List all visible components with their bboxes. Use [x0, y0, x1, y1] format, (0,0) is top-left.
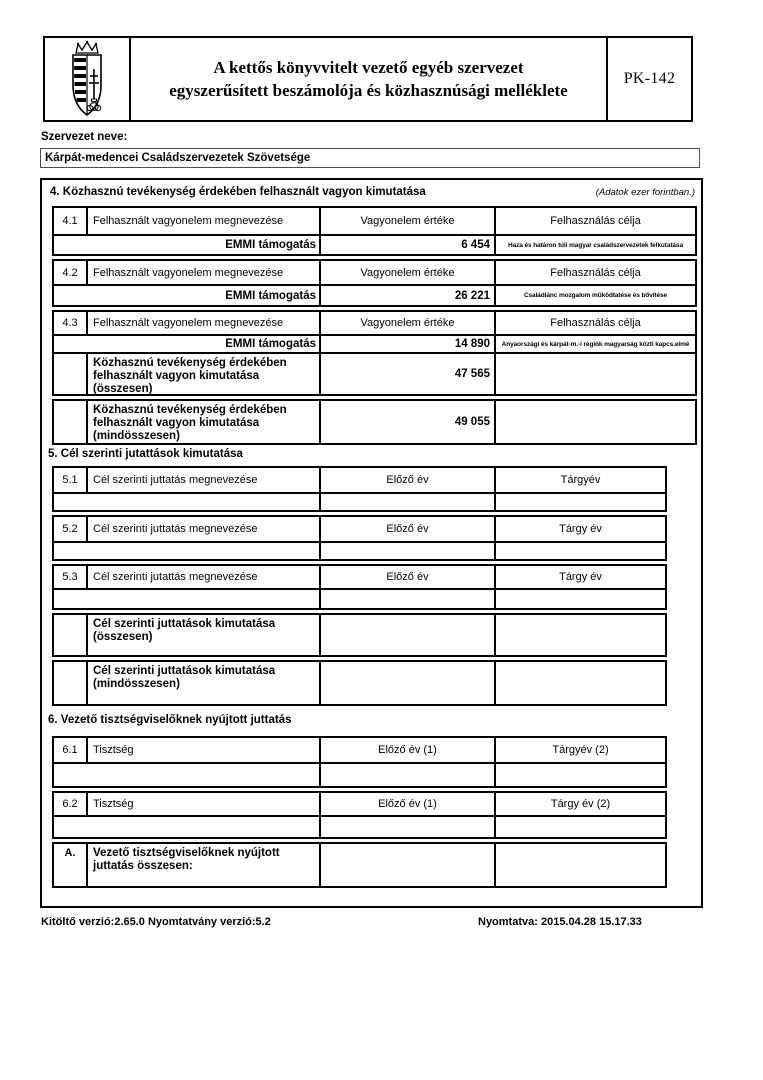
column-header-current-year: Tárgy év [494, 566, 665, 588]
table-row [52, 234, 697, 256]
asset-value-cell: 26 221 [319, 286, 494, 305]
current-year-cell [494, 590, 665, 608]
grant-name-cell [54, 494, 319, 510]
total-label-cell: Cél szerinti juttatások kimutatása (mindösszesen) [86, 662, 319, 704]
column-header-purpose: Felhasználás célja [494, 261, 695, 284]
table-row [52, 259, 697, 286]
total-label-cell: Cél szerinti juttatások kimutatása (összesen) [86, 615, 319, 655]
column-header-previous-year: Előző év [319, 566, 494, 588]
table-row [52, 206, 697, 236]
current-year-cell [494, 615, 665, 655]
section6-table [52, 736, 667, 891]
empty-cell [494, 401, 695, 443]
column-header-previous-year: Előző év [319, 517, 494, 541]
table-row [52, 660, 667, 706]
table-row [52, 762, 667, 788]
table-row [52, 736, 667, 764]
table-row [52, 399, 697, 445]
current-year-cell [494, 764, 665, 786]
row-number: 4.3 [62, 317, 78, 329]
section5-title: 5. Cél szerinti jutattások kimutatása [48, 448, 243, 460]
asset-purpose-cell: Haza és határon túli magyar családszervezetek felkutatása [494, 236, 695, 254]
row-number-empty [54, 615, 86, 655]
row-number: 5.2 [62, 523, 78, 535]
section5-group-52 [52, 515, 667, 561]
asset-value-cell: 6 454 [319, 236, 494, 254]
row-letter: A. [64, 847, 76, 859]
column-header-name: Felhasznált vagyonelem megnevezése [86, 312, 319, 334]
previous-year-cell [319, 662, 494, 704]
previous-year-cell [319, 764, 494, 786]
section4-group-41 [52, 206, 697, 256]
table-row [52, 564, 667, 590]
section4-title: 4. Közhasznú tevékenység érdekében felhasznált vagyon kimutatása [50, 186, 426, 198]
table-row [52, 588, 667, 610]
column-header-current-year: Tárgyév [494, 468, 665, 492]
section5-group-51 [52, 466, 667, 512]
section4-header-row [50, 186, 695, 198]
previous-year-cell [319, 494, 494, 510]
section6-group-62 [52, 791, 667, 839]
row-number: 4.2 [62, 266, 78, 279]
form-body [40, 178, 703, 908]
previous-year-cell [319, 590, 494, 608]
current-year-cell [494, 662, 665, 704]
row-number: 6.1 [62, 744, 78, 756]
table-row [52, 541, 667, 561]
column-header-name: Felhasznált vagyonelem megnevezése [86, 208, 319, 234]
column-header-name: Cél szerinti jutattás megnevezése [86, 566, 319, 588]
section4-group-42 [52, 259, 697, 307]
form-header [43, 36, 693, 122]
table-row [52, 334, 697, 354]
current-year-cell [494, 817, 665, 837]
row-number: 5.3 [62, 571, 78, 583]
row-number: 6.2 [62, 798, 78, 810]
form-title [131, 38, 606, 120]
section5-table [52, 466, 667, 709]
table-row [52, 284, 697, 307]
total-value-cell: 49 055 [319, 401, 494, 443]
asset-name-cell: EMMI támogatás [225, 338, 316, 350]
section5-total-group [52, 613, 667, 657]
coat-of-arms-cell [45, 38, 131, 120]
asset-purpose-cell: Családlánc mozgalom működtatése és bővítése [494, 286, 695, 305]
position-name-cell [54, 764, 319, 786]
table-row [52, 791, 667, 817]
column-header-current-year: Tárgyév (2) [494, 738, 665, 762]
table-row [52, 815, 667, 839]
asset-value-cell: 14 890 [319, 336, 494, 352]
total-label-cell: Közhasznú tevékenység érdekében felhasznált vagyon kimutatása (összesen) [86, 354, 319, 394]
form-title-line1: A kettős könyvvitelt vezető egyéb szervezet [213, 58, 524, 77]
column-header-previous-year: Előző év (1) [319, 793, 494, 815]
previous-year-cell [319, 615, 494, 655]
column-header-position: Tisztség [86, 793, 319, 815]
column-header-current-year: Tárgy év [494, 517, 665, 541]
column-header-previous-year: Előző év [319, 468, 494, 492]
table-row [52, 613, 667, 657]
current-year-cell [494, 494, 665, 510]
section6-title: 6. Vezető tisztségviselőknek nyújtott juttatás [48, 714, 292, 726]
asset-purpose-cell: Anyaországi és kárpát-m.-i régiók magyarság közti kapcs.elmé [494, 336, 695, 352]
column-header-name: Felhasznált vagyonelem megnevezése [86, 261, 319, 284]
previous-year-cell [319, 543, 494, 559]
row-number-empty [54, 401, 86, 443]
section4-unit-note: (Adatok ezer forintban.) [595, 187, 695, 198]
position-name-cell [54, 817, 319, 837]
organization-name-field: Kárpát-medencei Családszervezetek Szövetsége [40, 148, 700, 168]
column-header-previous-year: Előző év (1) [319, 738, 494, 762]
column-header-purpose: Felhasználás célja [494, 312, 695, 334]
section5-group-53 [52, 564, 667, 610]
software-version-text: Kitöltő verzió:2.65.0 Nyomtatvány verzió:5.2 [41, 916, 271, 928]
grant-name-cell [54, 543, 319, 559]
total-label-cell: Vezető tisztségviselőknek nyújtott juttatás összesen: [86, 844, 319, 886]
column-header-value: Vagyonelem értéke [319, 312, 494, 334]
column-header-current-year: Tárgy év (2) [494, 793, 665, 815]
section6-group-61 [52, 736, 667, 788]
column-header-purpose: Felhasználás célja [494, 208, 695, 234]
form-code-badge: PK-142 [606, 38, 691, 120]
table-row [52, 842, 667, 888]
empty-cell [494, 354, 695, 394]
row-number-empty [54, 354, 86, 394]
column-header-position: Tisztség [86, 738, 319, 762]
section6-total-group [52, 842, 667, 888]
column-header-name: Cél szerinti juttatás megnevezése [86, 517, 319, 541]
section4-grand-total-group [52, 399, 697, 445]
previous-year-cell [319, 817, 494, 837]
section4-group-43 [52, 310, 697, 396]
column-header-value: Vagyonelem értéke [319, 261, 494, 284]
current-year-cell [494, 844, 665, 886]
table-row [52, 310, 697, 336]
asset-name-cell: EMMI támogatás [225, 239, 316, 251]
current-year-cell [494, 543, 665, 559]
table-row [52, 515, 667, 543]
table-row [52, 492, 667, 512]
table-row [52, 466, 667, 494]
row-number-empty [54, 662, 86, 704]
organization-name-label: Szervezet neve: [41, 131, 128, 143]
row-number: 5.1 [62, 474, 78, 486]
total-label-cell: Közhasznú tevékenység érdekében felhasznált vagyon kimutatása (mindösszesen) [86, 401, 319, 443]
total-value-cell: 47 565 [319, 354, 494, 394]
form-title-line2: egyszerűsített beszámolója és közhasznúsági melléklete [169, 81, 568, 100]
section5-grand-total-group [52, 660, 667, 706]
previous-year-cell [319, 844, 494, 886]
asset-name-cell: EMMI támogatás [225, 289, 316, 302]
grant-name-cell [54, 590, 319, 608]
section4-table [52, 206, 697, 448]
printed-timestamp-text: Nyomtatva: 2015.04.28 15.17.33 [478, 916, 642, 928]
table-row [52, 352, 697, 396]
column-header-name: Cél szerinti juttatás megnevezése [86, 468, 319, 492]
row-number: 4.1 [62, 215, 78, 227]
hungary-coat-of-arms-icon [60, 39, 114, 119]
column-header-value: Vagyonelem értéke [319, 208, 494, 234]
